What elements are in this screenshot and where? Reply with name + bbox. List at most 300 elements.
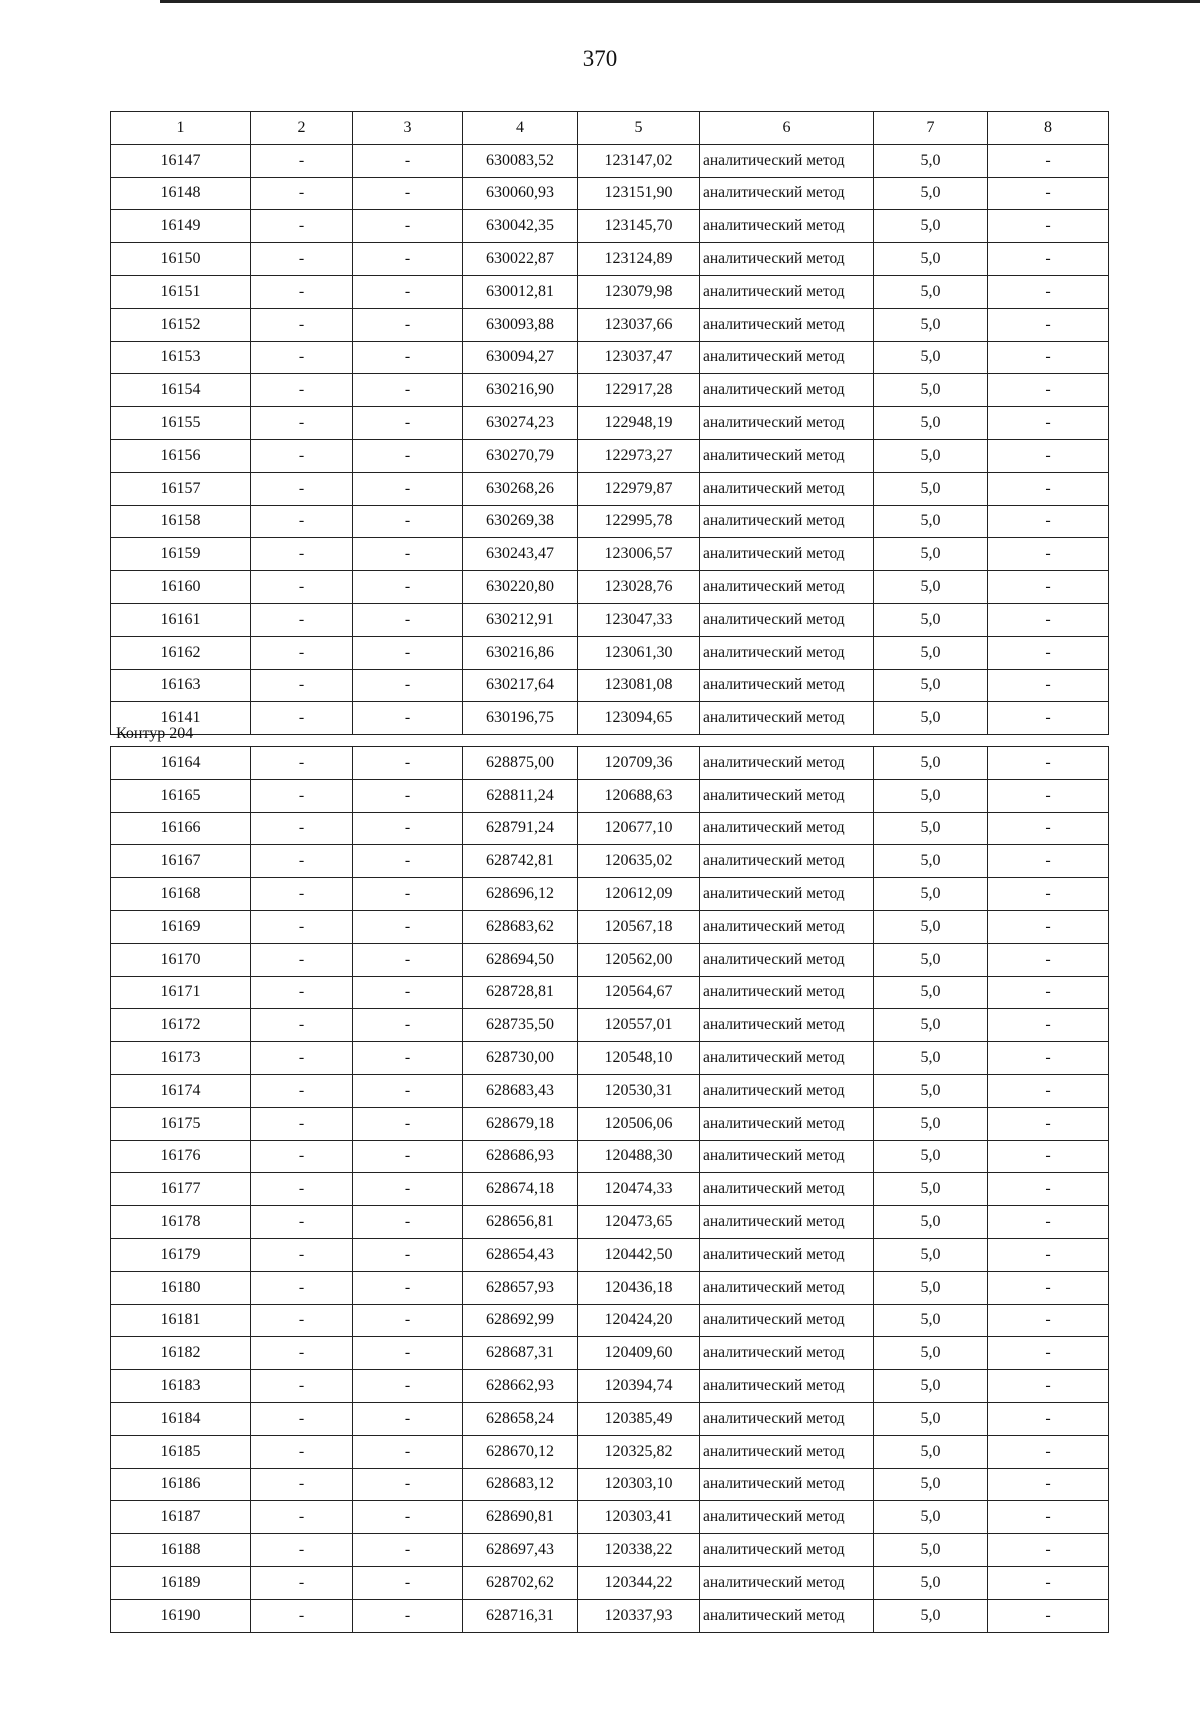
x-coordinate-cell: 628742,81 bbox=[463, 845, 578, 878]
table-row bbox=[111, 779, 1109, 812]
table-row bbox=[111, 1238, 1109, 1271]
col-8-cell: - bbox=[988, 1370, 1109, 1403]
table-row bbox=[111, 878, 1109, 911]
col-3-cell: - bbox=[353, 1304, 463, 1337]
header-row bbox=[111, 112, 1109, 145]
precision-cell: 5,0 bbox=[874, 439, 988, 472]
col-8-cell: - bbox=[988, 472, 1109, 505]
col-8-cell: - bbox=[988, 910, 1109, 943]
precision-cell: 5,0 bbox=[874, 603, 988, 636]
table-row bbox=[111, 505, 1109, 538]
table-row bbox=[111, 1173, 1109, 1206]
col-2-cell: - bbox=[251, 943, 353, 976]
col-3-cell: - bbox=[353, 571, 463, 604]
col-8-cell: - bbox=[988, 177, 1109, 210]
header-cell-2: 2 bbox=[251, 112, 353, 145]
col-3-cell: - bbox=[353, 144, 463, 177]
method-cell: аналитический метод bbox=[700, 812, 874, 845]
method-cell: аналитический метод bbox=[700, 747, 874, 780]
method-cell: аналитический метод bbox=[700, 603, 874, 636]
method-cell: аналитический метод bbox=[700, 1140, 874, 1173]
precision-cell: 5,0 bbox=[874, 1173, 988, 1206]
col-2-cell: - bbox=[251, 439, 353, 472]
col-2-cell: - bbox=[251, 1074, 353, 1107]
method-cell: аналитический метод bbox=[700, 308, 874, 341]
point-number-cell: 16182 bbox=[111, 1337, 251, 1370]
x-coordinate-cell: 630269,38 bbox=[463, 505, 578, 538]
precision-cell: 5,0 bbox=[874, 1501, 988, 1534]
col-8-cell: - bbox=[988, 505, 1109, 538]
col-3-cell: - bbox=[353, 341, 463, 374]
col-2-cell: - bbox=[251, 845, 353, 878]
col-2-cell: - bbox=[251, 1435, 353, 1468]
method-cell: аналитический метод bbox=[700, 144, 874, 177]
col-3-cell: - bbox=[353, 1501, 463, 1534]
method-cell: аналитический метод bbox=[700, 1173, 874, 1206]
precision-cell: 5,0 bbox=[874, 472, 988, 505]
x-coordinate-cell: 628658,24 bbox=[463, 1402, 578, 1435]
col-8-cell: - bbox=[988, 538, 1109, 571]
col-2-cell: - bbox=[251, 747, 353, 780]
col-8-cell: - bbox=[988, 571, 1109, 604]
col-8-cell: - bbox=[988, 1042, 1109, 1075]
col-8-cell: - bbox=[988, 1173, 1109, 1206]
col-8-cell: - bbox=[988, 1501, 1109, 1534]
col-8-cell: - bbox=[988, 1074, 1109, 1107]
table-row bbox=[111, 538, 1109, 571]
point-number-cell: 16183 bbox=[111, 1370, 251, 1403]
precision-cell: 5,0 bbox=[874, 702, 988, 735]
y-coordinate-cell: 120564,67 bbox=[578, 976, 700, 1009]
table-row bbox=[111, 341, 1109, 374]
col-8-cell: - bbox=[988, 1402, 1109, 1435]
method-cell: аналитический метод bbox=[700, 1370, 874, 1403]
col-3-cell: - bbox=[353, 275, 463, 308]
x-coordinate-cell: 630042,35 bbox=[463, 210, 578, 243]
x-coordinate-cell: 628690,81 bbox=[463, 1501, 578, 1534]
col-3-cell: - bbox=[353, 1566, 463, 1599]
contour-label: Контур 204 bbox=[116, 725, 194, 742]
table-row bbox=[111, 1468, 1109, 1501]
header-cell-8: 8 bbox=[988, 112, 1109, 145]
col-2-cell: - bbox=[251, 603, 353, 636]
y-coordinate-cell: 123061,30 bbox=[578, 636, 700, 669]
table-row bbox=[111, 1140, 1109, 1173]
x-coordinate-cell: 628728,81 bbox=[463, 976, 578, 1009]
x-coordinate-cell: 630243,47 bbox=[463, 538, 578, 571]
method-cell: аналитический метод bbox=[700, 1337, 874, 1370]
method-cell: аналитический метод bbox=[700, 845, 874, 878]
col-3-cell: - bbox=[353, 1042, 463, 1075]
y-coordinate-cell: 120394,74 bbox=[578, 1370, 700, 1403]
col-3-cell: - bbox=[353, 845, 463, 878]
x-coordinate-cell: 628654,43 bbox=[463, 1238, 578, 1271]
table-row bbox=[111, 1271, 1109, 1304]
x-coordinate-cell: 628702,62 bbox=[463, 1566, 578, 1599]
point-number-cell: 16188 bbox=[111, 1534, 251, 1567]
point-number-cell: 16156 bbox=[111, 439, 251, 472]
y-coordinate-cell: 122973,27 bbox=[578, 439, 700, 472]
x-coordinate-cell: 630094,27 bbox=[463, 341, 578, 374]
method-cell: аналитический метод bbox=[700, 1566, 874, 1599]
y-coordinate-cell: 123037,66 bbox=[578, 308, 700, 341]
y-coordinate-cell: 122995,78 bbox=[578, 505, 700, 538]
table-row bbox=[111, 1534, 1109, 1567]
col-2-cell: - bbox=[251, 669, 353, 702]
col-8-cell: - bbox=[988, 636, 1109, 669]
table-row bbox=[111, 636, 1109, 669]
precision-cell: 5,0 bbox=[874, 571, 988, 604]
y-coordinate-cell: 123079,98 bbox=[578, 275, 700, 308]
point-number-cell: 16174 bbox=[111, 1074, 251, 1107]
point-number-cell: 16172 bbox=[111, 1009, 251, 1042]
point-number-cell: 16175 bbox=[111, 1107, 251, 1140]
col-8-cell: - bbox=[988, 779, 1109, 812]
table-row bbox=[111, 603, 1109, 636]
y-coordinate-cell: 120677,10 bbox=[578, 812, 700, 845]
col-3-cell: - bbox=[353, 1009, 463, 1042]
col-2-cell: - bbox=[251, 812, 353, 845]
table-row bbox=[111, 275, 1109, 308]
y-coordinate-cell: 123124,89 bbox=[578, 243, 700, 276]
y-coordinate-cell: 120337,93 bbox=[578, 1599, 700, 1632]
col-2-cell: - bbox=[251, 1107, 353, 1140]
precision-cell: 5,0 bbox=[874, 243, 988, 276]
col-8-cell: - bbox=[988, 976, 1109, 1009]
x-coordinate-cell: 630012,81 bbox=[463, 275, 578, 308]
table-row bbox=[111, 1009, 1109, 1042]
coordinates-table-2 bbox=[110, 746, 1109, 1633]
col-2-cell: - bbox=[251, 1042, 353, 1075]
y-coordinate-cell: 120635,02 bbox=[578, 845, 700, 878]
y-coordinate-cell: 120424,20 bbox=[578, 1304, 700, 1337]
x-coordinate-cell: 628694,50 bbox=[463, 943, 578, 976]
header-cell-7: 7 bbox=[874, 112, 988, 145]
col-2-cell: - bbox=[251, 472, 353, 505]
col-2-cell: - bbox=[251, 1534, 353, 1567]
col-2-cell: - bbox=[251, 1238, 353, 1271]
method-cell: аналитический метод bbox=[700, 1238, 874, 1271]
col-3-cell: - bbox=[353, 374, 463, 407]
col-3-cell: - bbox=[353, 1435, 463, 1468]
col-2-cell: - bbox=[251, 538, 353, 571]
col-3-cell: - bbox=[353, 1271, 463, 1304]
point-number-cell: 16153 bbox=[111, 341, 251, 374]
x-coordinate-cell: 628662,93 bbox=[463, 1370, 578, 1403]
col-8-cell: - bbox=[988, 1304, 1109, 1337]
coordinates-table-1 bbox=[110, 111, 1109, 735]
precision-cell: 5,0 bbox=[874, 976, 988, 1009]
precision-cell: 5,0 bbox=[874, 374, 988, 407]
table-row bbox=[111, 210, 1109, 243]
x-coordinate-cell: 628791,24 bbox=[463, 812, 578, 845]
col-8-cell: - bbox=[988, 1271, 1109, 1304]
y-coordinate-cell: 120303,10 bbox=[578, 1468, 700, 1501]
table-row bbox=[111, 472, 1109, 505]
header-cell-5: 5 bbox=[578, 112, 700, 145]
precision-cell: 5,0 bbox=[874, 910, 988, 943]
method-cell: аналитический метод bbox=[700, 910, 874, 943]
col-8-cell: - bbox=[988, 1468, 1109, 1501]
col-2-cell: - bbox=[251, 571, 353, 604]
point-number-cell: 16149 bbox=[111, 210, 251, 243]
precision-cell: 5,0 bbox=[874, 669, 988, 702]
y-coordinate-cell: 120474,33 bbox=[578, 1173, 700, 1206]
y-coordinate-cell: 123151,90 bbox=[578, 177, 700, 210]
point-number-cell: 16189 bbox=[111, 1566, 251, 1599]
point-number-cell: 16185 bbox=[111, 1435, 251, 1468]
y-coordinate-cell: 120442,50 bbox=[578, 1238, 700, 1271]
header-cell-4: 4 bbox=[463, 112, 578, 145]
x-coordinate-cell: 630268,26 bbox=[463, 472, 578, 505]
col-3-cell: - bbox=[353, 439, 463, 472]
method-cell: аналитический метод bbox=[700, 1501, 874, 1534]
method-cell: аналитический метод bbox=[700, 472, 874, 505]
table-row bbox=[111, 845, 1109, 878]
method-cell: аналитический метод bbox=[700, 177, 874, 210]
precision-cell: 5,0 bbox=[874, 210, 988, 243]
col-2-cell: - bbox=[251, 1402, 353, 1435]
col-3-cell: - bbox=[353, 1206, 463, 1239]
col-3-cell: - bbox=[353, 1599, 463, 1632]
x-coordinate-cell: 630270,79 bbox=[463, 439, 578, 472]
method-cell: аналитический метод bbox=[700, 210, 874, 243]
col-8-cell: - bbox=[988, 1140, 1109, 1173]
precision-cell: 5,0 bbox=[874, 1140, 988, 1173]
x-coordinate-cell: 628687,31 bbox=[463, 1337, 578, 1370]
col-3-cell: - bbox=[353, 538, 463, 571]
col-3-cell: - bbox=[353, 878, 463, 911]
method-cell: аналитический метод bbox=[700, 1468, 874, 1501]
y-coordinate-cell: 120473,65 bbox=[578, 1206, 700, 1239]
point-number-cell: 16180 bbox=[111, 1271, 251, 1304]
point-number-cell: 16152 bbox=[111, 308, 251, 341]
table-row bbox=[111, 374, 1109, 407]
x-coordinate-cell: 630060,93 bbox=[463, 177, 578, 210]
method-cell: аналитический метод bbox=[700, 1074, 874, 1107]
y-coordinate-cell: 123037,47 bbox=[578, 341, 700, 374]
method-cell: аналитический метод bbox=[700, 976, 874, 1009]
x-coordinate-cell: 628696,12 bbox=[463, 878, 578, 911]
table-row bbox=[111, 669, 1109, 702]
col-3-cell: - bbox=[353, 910, 463, 943]
col-3-cell: - bbox=[353, 243, 463, 276]
col-8-cell: - bbox=[988, 407, 1109, 440]
x-coordinate-cell: 628730,00 bbox=[463, 1042, 578, 1075]
precision-cell: 5,0 bbox=[874, 538, 988, 571]
table-row bbox=[111, 1074, 1109, 1107]
point-number-cell: 16163 bbox=[111, 669, 251, 702]
col-2-cell: - bbox=[251, 374, 353, 407]
col-2-cell: - bbox=[251, 1206, 353, 1239]
col-2-cell: - bbox=[251, 1566, 353, 1599]
col-8-cell: - bbox=[988, 1206, 1109, 1239]
col-3-cell: - bbox=[353, 669, 463, 702]
method-cell: аналитический метод bbox=[700, 1107, 874, 1140]
col-3-cell: - bbox=[353, 505, 463, 538]
x-coordinate-cell: 628679,18 bbox=[463, 1107, 578, 1140]
point-number-cell: 16168 bbox=[111, 878, 251, 911]
method-cell: аналитический метод bbox=[700, 1534, 874, 1567]
point-number-cell: 16179 bbox=[111, 1238, 251, 1271]
x-coordinate-cell: 630217,64 bbox=[463, 669, 578, 702]
col-3-cell: - bbox=[353, 1534, 463, 1567]
col-2-cell: - bbox=[251, 177, 353, 210]
x-coordinate-cell: 628674,18 bbox=[463, 1173, 578, 1206]
x-coordinate-cell: 630212,91 bbox=[463, 603, 578, 636]
precision-cell: 5,0 bbox=[874, 505, 988, 538]
point-number-cell: 16148 bbox=[111, 177, 251, 210]
x-coordinate-cell: 630274,23 bbox=[463, 407, 578, 440]
table-row bbox=[111, 243, 1109, 276]
y-coordinate-cell: 120325,82 bbox=[578, 1435, 700, 1468]
point-number-cell: 16166 bbox=[111, 812, 251, 845]
x-coordinate-cell: 628683,62 bbox=[463, 910, 578, 943]
table-row bbox=[111, 407, 1109, 440]
page-number: 370 bbox=[582, 46, 618, 71]
col-2-cell: - bbox=[251, 878, 353, 911]
col-2-cell: - bbox=[251, 1009, 353, 1042]
precision-cell: 5,0 bbox=[874, 747, 988, 780]
point-number-cell: 16167 bbox=[111, 845, 251, 878]
y-coordinate-cell: 120409,60 bbox=[578, 1337, 700, 1370]
col-3-cell: - bbox=[353, 812, 463, 845]
col-3-cell: - bbox=[353, 407, 463, 440]
header-cell-1: 1 bbox=[111, 112, 251, 145]
method-cell: аналитический метод bbox=[700, 878, 874, 911]
col-8-cell: - bbox=[988, 1435, 1109, 1468]
method-cell: аналитический метод bbox=[700, 243, 874, 276]
header-cell-6: 6 bbox=[700, 112, 874, 145]
point-number-cell: 16184 bbox=[111, 1402, 251, 1435]
col-2-cell: - bbox=[251, 144, 353, 177]
method-cell: аналитический метод bbox=[700, 505, 874, 538]
x-coordinate-cell: 628811,24 bbox=[463, 779, 578, 812]
precision-cell: 5,0 bbox=[874, 1435, 988, 1468]
col-8-cell: - bbox=[988, 812, 1109, 845]
table-row bbox=[111, 812, 1109, 845]
precision-cell: 5,0 bbox=[874, 636, 988, 669]
x-coordinate-cell: 628657,93 bbox=[463, 1271, 578, 1304]
y-coordinate-cell: 123081,08 bbox=[578, 669, 700, 702]
y-coordinate-cell: 120530,31 bbox=[578, 1074, 700, 1107]
point-number-cell: 16186 bbox=[111, 1468, 251, 1501]
x-coordinate-cell: 630196,75 bbox=[463, 702, 578, 735]
col-2-cell: - bbox=[251, 1173, 353, 1206]
x-coordinate-cell: 628656,81 bbox=[463, 1206, 578, 1239]
col-8-cell: - bbox=[988, 439, 1109, 472]
point-number-cell: 16177 bbox=[111, 1173, 251, 1206]
col-2-cell: - bbox=[251, 407, 353, 440]
y-coordinate-cell: 120436,18 bbox=[578, 1271, 700, 1304]
table-row bbox=[111, 747, 1109, 780]
table-row bbox=[111, 439, 1109, 472]
y-coordinate-cell: 120338,22 bbox=[578, 1534, 700, 1567]
col-2-cell: - bbox=[251, 1140, 353, 1173]
precision-cell: 5,0 bbox=[874, 1238, 988, 1271]
table-row bbox=[111, 308, 1109, 341]
precision-cell: 5,0 bbox=[874, 407, 988, 440]
col-3-cell: - bbox=[353, 1337, 463, 1370]
table-row bbox=[111, 571, 1109, 604]
table-row bbox=[111, 1304, 1109, 1337]
point-number-cell: 16154 bbox=[111, 374, 251, 407]
y-coordinate-cell: 120506,06 bbox=[578, 1107, 700, 1140]
y-coordinate-cell: 120385,49 bbox=[578, 1402, 700, 1435]
table-row bbox=[111, 177, 1109, 210]
precision-cell: 5,0 bbox=[874, 1042, 988, 1075]
x-coordinate-cell: 628683,43 bbox=[463, 1074, 578, 1107]
point-number-cell: 16151 bbox=[111, 275, 251, 308]
x-coordinate-cell: 628735,50 bbox=[463, 1009, 578, 1042]
y-coordinate-cell: 120488,30 bbox=[578, 1140, 700, 1173]
col-2-cell: - bbox=[251, 341, 353, 374]
point-number-cell: 16159 bbox=[111, 538, 251, 571]
point-number-cell: 16158 bbox=[111, 505, 251, 538]
col-8-cell: - bbox=[988, 878, 1109, 911]
point-number-cell: 16147 bbox=[111, 144, 251, 177]
col-8-cell: - bbox=[988, 341, 1109, 374]
precision-cell: 5,0 bbox=[874, 1534, 988, 1567]
method-cell: аналитический метод bbox=[700, 1042, 874, 1075]
table-row bbox=[111, 1402, 1109, 1435]
point-number-cell: 16190 bbox=[111, 1599, 251, 1632]
method-cell: аналитический метод bbox=[700, 439, 874, 472]
table-row bbox=[111, 1501, 1109, 1534]
point-number-cell: 16169 bbox=[111, 910, 251, 943]
y-coordinate-cell: 120567,18 bbox=[578, 910, 700, 943]
col-2-cell: - bbox=[251, 243, 353, 276]
point-number-cell: 16161 bbox=[111, 603, 251, 636]
x-coordinate-cell: 630083,52 bbox=[463, 144, 578, 177]
x-coordinate-cell: 628697,43 bbox=[463, 1534, 578, 1567]
x-coordinate-cell: 628683,12 bbox=[463, 1468, 578, 1501]
col-8-cell: - bbox=[988, 943, 1109, 976]
point-number-cell: 16181 bbox=[111, 1304, 251, 1337]
table-row bbox=[111, 1337, 1109, 1370]
col-3-cell: - bbox=[353, 1173, 463, 1206]
col-2-cell: - bbox=[251, 1271, 353, 1304]
col-3-cell: - bbox=[353, 702, 463, 735]
y-coordinate-cell: 123147,02 bbox=[578, 144, 700, 177]
point-number-cell: 16164 bbox=[111, 747, 251, 780]
method-cell: аналитический метод bbox=[700, 1402, 874, 1435]
col-8-cell: - bbox=[988, 1599, 1109, 1632]
col-3-cell: - bbox=[353, 210, 463, 243]
method-cell: аналитический метод bbox=[700, 571, 874, 604]
table-row bbox=[111, 976, 1109, 1009]
point-number-cell: 16150 bbox=[111, 243, 251, 276]
y-coordinate-cell: 120562,00 bbox=[578, 943, 700, 976]
precision-cell: 5,0 bbox=[874, 1402, 988, 1435]
precision-cell: 5,0 bbox=[874, 1271, 988, 1304]
precision-cell: 5,0 bbox=[874, 341, 988, 374]
method-cell: аналитический метод bbox=[700, 341, 874, 374]
col-3-cell: - bbox=[353, 603, 463, 636]
point-number-cell: 16160 bbox=[111, 571, 251, 604]
col-2-cell: - bbox=[251, 910, 353, 943]
col-3-cell: - bbox=[353, 1074, 463, 1107]
y-coordinate-cell: 123047,33 bbox=[578, 603, 700, 636]
method-cell: аналитический метод bbox=[700, 1435, 874, 1468]
col-8-cell: - bbox=[988, 669, 1109, 702]
point-number-cell: 16178 bbox=[111, 1206, 251, 1239]
col-8-cell: - bbox=[988, 243, 1109, 276]
method-cell: аналитический метод bbox=[700, 275, 874, 308]
point-number-cell: 16165 bbox=[111, 779, 251, 812]
col-8-cell: - bbox=[988, 1107, 1109, 1140]
col-8-cell: - bbox=[988, 308, 1109, 341]
